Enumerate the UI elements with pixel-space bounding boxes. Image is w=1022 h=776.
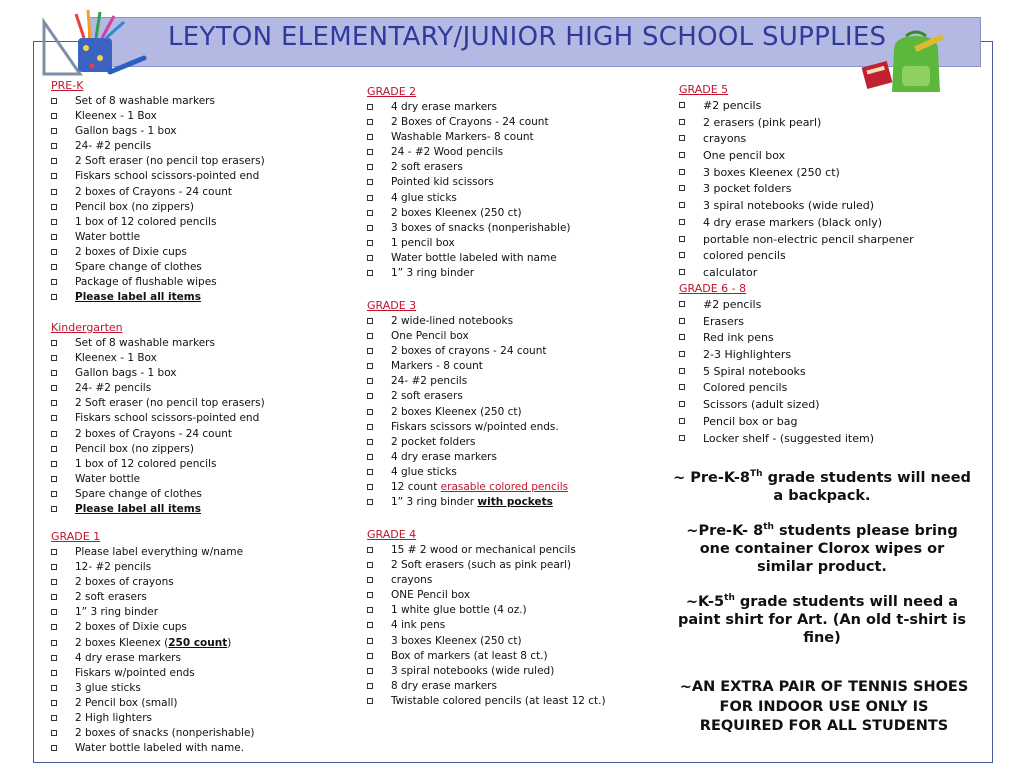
note-superscript: th	[763, 522, 774, 532]
checkbox[interactable]	[51, 624, 57, 630]
checkbox[interactable]	[367, 149, 373, 155]
list-item: crayons	[391, 574, 433, 587]
school-supplies-clipart-icon	[40, 8, 150, 80]
list-item: 3 boxes Kleenex (250 ct)	[703, 165, 840, 179]
list-item: 2 boxes Kleenex (250 ct)	[391, 405, 522, 418]
list-item: Colored pencils	[703, 381, 788, 395]
column-1-grade1	[51, 529, 255, 755]
checkbox[interactable]	[51, 446, 57, 452]
checkbox[interactable]	[367, 454, 373, 460]
checkbox[interactable]	[51, 564, 57, 570]
list-item: 1” 3 ring binder	[391, 267, 475, 280]
column-2-grade4	[367, 527, 606, 708]
note-superscript: th	[724, 593, 735, 603]
checkbox[interactable]	[51, 431, 57, 437]
checkbox[interactable]	[51, 189, 57, 195]
list-item: Fiskars w/pointed ends	[75, 666, 195, 679]
checkbox[interactable]	[51, 219, 57, 225]
list-item: 2 erasers (pink pearl)	[703, 115, 822, 129]
grade68-list	[679, 296, 874, 446]
list-item: Locker shelf - (suggested item)	[703, 431, 874, 445]
checkbox[interactable]	[679, 368, 685, 374]
checkbox[interactable]	[51, 340, 57, 346]
note-text: ~Pre-K- 8	[686, 522, 764, 539]
list-item: 2 boxes of crayons - 24 count	[391, 345, 547, 358]
list-item: 5 Spiral notebooks	[703, 364, 806, 378]
list-item: Set of 8 washable markers	[75, 95, 215, 107]
checkbox[interactable]	[679, 418, 685, 424]
list-item: Gallon bags - 1 box	[75, 125, 177, 138]
section-title-grade3: GRADE 3	[367, 299, 417, 312]
list-item: 2 boxes of Dixie cups	[75, 245, 187, 258]
grade5-list	[679, 97, 914, 281]
checkbox[interactable]	[51, 549, 57, 555]
checkbox[interactable]	[367, 195, 373, 201]
checkbox[interactable]	[367, 240, 373, 246]
column-3-grade68	[679, 281, 874, 446]
note-clorox-wipes	[672, 518, 972, 576]
list-item: Water bottle	[75, 230, 141, 243]
list-item: 1 box of 12 colored pencils	[75, 457, 217, 470]
list-item: calculator	[703, 265, 758, 279]
checkbox[interactable]	[679, 202, 685, 208]
list-item: 4 ink pens	[391, 619, 446, 632]
list-item: 3 boxes of snacks (nonperishable)	[391, 221, 571, 234]
list-item: Twistable colored pencils (at least 12 ct.)	[391, 694, 606, 707]
list-item: Package of flushable wipes	[75, 276, 217, 289]
page-title: LEYTON ELEMENTARY/JUNIOR HIGH SCHOOL SUPPLIES	[168, 22, 887, 52]
checkbox[interactable]	[51, 670, 57, 676]
list-item: Pencil box (no zippers)	[75, 200, 194, 213]
list-item: Spare change of clothes	[75, 261, 202, 274]
list-item: Kleenex - 1 Box	[75, 110, 157, 123]
list-item: Please label everything w/name	[75, 546, 244, 558]
checkbox[interactable]	[679, 318, 685, 324]
checkbox[interactable]	[679, 401, 685, 407]
checkbox[interactable]	[367, 592, 373, 598]
list-item	[75, 637, 231, 649]
list-item: 2 pocket folders	[391, 435, 476, 448]
list-item: Markers - 8 count	[391, 360, 483, 373]
list-item: 2 boxes of Crayons - 24 count	[75, 185, 233, 198]
list-item: Please label all items	[75, 503, 201, 516]
list-item: portable non-electric pencil sharpener	[703, 232, 914, 246]
checkbox[interactable]	[679, 185, 685, 191]
note-text: students please bring one container Clorox wipes or similar product.	[699, 522, 958, 575]
list-item: 2 soft erasers	[391, 390, 463, 403]
checkbox[interactable]	[367, 333, 373, 339]
checkbox[interactable]	[367, 348, 373, 354]
list-item: ONE Pencil box	[391, 589, 471, 602]
checkbox[interactable]	[51, 173, 57, 179]
list-item: 2 boxes of Crayons - 24 count	[75, 427, 233, 440]
list-item-emphasis: with pockets	[477, 496, 553, 509]
checkbox[interactable]	[51, 655, 57, 661]
checkbox[interactable]	[51, 715, 57, 721]
note-backpack	[672, 465, 972, 505]
checkbox[interactable]	[367, 499, 373, 505]
column-2-grade2	[367, 84, 571, 280]
list-item: Box of markers (at least 8 ct.)	[391, 649, 548, 662]
list-item: Washable Markers- 8 count	[391, 131, 534, 144]
list-item: 4 glue sticks	[391, 191, 457, 204]
list-item: 3 pocket folders	[703, 182, 792, 196]
checkbox[interactable]	[51, 476, 57, 482]
checkbox[interactable]	[367, 134, 373, 140]
checkbox[interactable]	[51, 685, 57, 691]
list-item: 3 glue sticks	[75, 681, 141, 694]
list-item: 2 boxes of snacks (nonperishable)	[75, 727, 255, 740]
checkbox[interactable]	[367, 698, 373, 704]
list-item: Please label all items	[75, 291, 201, 304]
column-3-grade5	[679, 82, 914, 281]
checkbox[interactable]	[51, 355, 57, 361]
checkbox[interactable]	[367, 225, 373, 231]
checkbox[interactable]	[367, 104, 373, 110]
checkbox[interactable]	[51, 249, 57, 255]
list-item: Fiskars scissors w/pointed ends.	[391, 420, 559, 433]
list-item: 24- #2 pencils	[75, 140, 152, 153]
checkbox[interactable]	[367, 547, 373, 553]
checkbox[interactable]	[679, 435, 685, 441]
section-title-grade4: GRADE 4	[367, 528, 417, 541]
list-item: colored pencils	[703, 249, 786, 263]
note-text: ~K-5	[685, 593, 725, 610]
note-paint-shirt	[672, 589, 972, 647]
list-item: 4 dry erase markers	[391, 450, 497, 463]
checkbox[interactable]	[367, 393, 373, 399]
section-title-grade2: GRADE 2	[367, 85, 417, 98]
section-title-prek: PRE-K	[51, 79, 84, 92]
note-tennis-shoes: ~AN EXTRA PAIR OF TENNIS SHOES FOR INDOOR USE ONLY IS REQUIRED FOR ALL STUDENTS	[679, 679, 969, 734]
checkbox[interactable]	[679, 351, 685, 357]
section-title-kindergarten: Kindergarten	[51, 321, 123, 334]
checkbox[interactable]	[51, 279, 57, 285]
list-item: 8 dry erase markers	[391, 679, 497, 692]
checkbox[interactable]	[367, 318, 373, 324]
list-item: Erasers	[703, 314, 744, 328]
checkbox[interactable]	[367, 119, 373, 125]
checkbox[interactable]	[367, 439, 373, 445]
kindergarten-list	[51, 335, 265, 516]
list-item-emphasis: 250 count	[168, 636, 228, 649]
grade1-list	[51, 544, 255, 755]
list-item: Water bottle labeled with name	[391, 251, 557, 264]
list-item: 3 spiral notebooks (wide ruled)	[391, 664, 555, 677]
list-item: 1 pencil box	[391, 236, 455, 249]
column-1-kindergarten	[51, 320, 265, 516]
list-item: Set of 8 washable markers	[75, 337, 215, 349]
note-text: ~ Pre-K-8	[673, 469, 750, 486]
checkbox[interactable]	[367, 668, 373, 674]
list-item: 2-3 Highlighters	[703, 348, 792, 362]
list-item: #2 pencils	[703, 298, 762, 311]
checkbox[interactable]	[679, 252, 685, 258]
list-item: Pointed kid scissors	[391, 176, 494, 189]
note-text: grade students will need a paint shirt for Art. (An old t-shirt is fine)	[677, 593, 966, 646]
checkbox[interactable]	[367, 378, 373, 384]
list-item-emphasis: erasable colored pencils	[440, 481, 569, 494]
section-title-grade5: GRADE 5	[679, 83, 729, 96]
checkbox[interactable]	[367, 607, 373, 613]
list-item: Scissors (adult sized)	[703, 398, 820, 412]
checkbox[interactable]	[367, 683, 373, 689]
list-item: One pencil box	[703, 149, 786, 163]
list-item: 24- #2 pencils	[391, 375, 468, 388]
checkbox[interactable]	[51, 640, 57, 646]
checkbox[interactable]	[367, 653, 373, 659]
checkbox[interactable]	[367, 270, 373, 276]
note-superscript: Th	[749, 469, 763, 479]
list-item: Gallon bags - 1 box	[75, 367, 177, 380]
list-item: 24 - #2 Wood pencils	[391, 146, 504, 159]
checkbox[interactable]	[367, 484, 373, 490]
checkbox[interactable]	[51, 385, 57, 391]
list-item: 24- #2 pencils	[75, 382, 152, 395]
checkbox[interactable]	[679, 102, 685, 108]
checkbox[interactable]	[51, 400, 57, 406]
list-item-text: )	[227, 636, 232, 649]
checkbox[interactable]	[51, 415, 57, 421]
checkbox[interactable]	[679, 269, 685, 275]
list-item: Pencil box or bag	[703, 414, 798, 428]
checkbox[interactable]	[51, 579, 57, 585]
list-item: 2 Boxes of Crayons - 24 count	[391, 116, 549, 129]
checkbox[interactable]	[51, 370, 57, 376]
checkbox[interactable]	[367, 363, 373, 369]
checkbox[interactable]	[51, 98, 57, 104]
list-item	[391, 496, 553, 508]
checkbox[interactable]	[51, 158, 57, 164]
column-2-grade3	[367, 298, 569, 509]
checkbox[interactable]	[51, 113, 57, 119]
grade4-list	[367, 542, 606, 708]
list-item: 2 soft erasers	[391, 161, 463, 174]
list-item: 1 white glue bottle (4 oz.)	[391, 604, 527, 617]
list-item: 3 boxes Kleenex (250 ct)	[391, 634, 522, 647]
section-title-grade68: GRADE 6 - 8	[679, 282, 747, 295]
checkbox[interactable]	[51, 461, 57, 467]
checkbox[interactable]	[51, 204, 57, 210]
list-item: 2 Soft eraser (no pencil top erasers)	[75, 155, 265, 168]
list-item: 4 dry erase markers	[75, 651, 181, 664]
checkbox[interactable]	[51, 594, 57, 600]
list-item: Kleenex - 1 Box	[75, 352, 157, 365]
list-item: Fiskars school scissors-pointed end	[75, 170, 260, 183]
checkbox[interactable]	[51, 609, 57, 615]
checkbox[interactable]	[679, 384, 685, 390]
checkbox[interactable]	[679, 236, 685, 242]
checkbox[interactable]	[367, 210, 373, 216]
list-item: 4 dry erase markers	[391, 101, 497, 113]
note-text: grade students will need a backpack.	[762, 469, 971, 504]
checkbox[interactable]	[679, 219, 685, 225]
checkbox[interactable]	[51, 506, 57, 512]
list-item: crayons	[703, 132, 747, 146]
list-item: 2 High lighters	[75, 712, 153, 725]
list-item: 4 glue sticks	[391, 465, 457, 478]
checkbox[interactable]	[51, 730, 57, 736]
checkbox[interactable]	[367, 577, 373, 583]
checkbox[interactable]	[679, 135, 685, 141]
checkbox[interactable]	[51, 234, 57, 240]
list-item: 2 boxes Kleenex (250 ct)	[391, 206, 522, 219]
list-item: 2 Soft erasers (such as pink pearl)	[391, 559, 572, 572]
prek-list	[51, 93, 265, 304]
checkbox[interactable]	[367, 164, 373, 170]
list-item	[391, 481, 568, 493]
checkbox[interactable]	[367, 409, 373, 415]
list-item: 2 Pencil box (small)	[75, 696, 178, 709]
column-1	[51, 78, 265, 304]
list-item: Water bottle	[75, 472, 141, 485]
list-item: 2 boxes of Dixie cups	[75, 621, 187, 634]
checkbox[interactable]	[367, 622, 373, 628]
list-item-text: 1” 3 ring binder	[391, 496, 478, 509]
list-item-text: 12 count	[391, 481, 441, 494]
checkbox[interactable]	[367, 469, 373, 475]
list-item: 1” 3 ring binder	[75, 606, 159, 619]
list-item: Spare change of clothes	[75, 487, 202, 500]
list-item: 2 boxes of crayons	[75, 576, 174, 589]
backpack-clipart-icon	[860, 30, 960, 100]
list-item: #2 pencils	[703, 99, 762, 112]
checkbox[interactable]	[51, 143, 57, 149]
checkbox[interactable]	[51, 128, 57, 134]
checkbox[interactable]	[51, 491, 57, 497]
checkbox[interactable]	[367, 424, 373, 430]
grade3-list	[367, 313, 569, 509]
grade2-list	[367, 99, 571, 280]
checkbox[interactable]	[679, 152, 685, 158]
list-item: 15 # 2 wood or mechanical pencils	[391, 544, 576, 556]
checkbox[interactable]	[367, 562, 373, 568]
list-item: Fiskars school scissors-pointed end	[75, 412, 260, 425]
list-item: 3 spiral notebooks (wide ruled)	[703, 199, 875, 213]
checkbox[interactable]	[679, 119, 685, 125]
list-item: Pencil box (no zippers)	[75, 442, 194, 455]
checkbox[interactable]	[367, 638, 373, 644]
checkbox[interactable]	[367, 255, 373, 261]
list-item: 12- #2 pencils	[75, 561, 152, 574]
checkbox[interactable]	[679, 301, 685, 307]
list-item: Red ink pens	[703, 331, 774, 345]
list-item: 1 box of 12 colored pencils	[75, 215, 217, 228]
list-item: One Pencil box	[391, 330, 469, 343]
checkbox[interactable]	[51, 745, 57, 751]
checkbox[interactable]	[367, 179, 373, 185]
checkbox[interactable]	[51, 700, 57, 706]
list-item: 2 wide-lined notebooks	[391, 315, 514, 327]
list-item: Water bottle labeled with name.	[75, 742, 244, 755]
checkbox[interactable]	[679, 334, 685, 340]
checkbox[interactable]	[51, 294, 57, 300]
list-item: 2 soft erasers	[75, 591, 147, 604]
list-item: 4 dry erase markers (black only)	[703, 215, 883, 229]
section-title-grade1: GRADE 1	[51, 530, 101, 543]
checkbox[interactable]	[51, 264, 57, 270]
list-item: 2 Soft eraser (no pencil top erasers)	[75, 397, 265, 410]
checkbox[interactable]	[679, 169, 685, 175]
list-item-text: 2 boxes Kleenex (	[75, 636, 169, 649]
